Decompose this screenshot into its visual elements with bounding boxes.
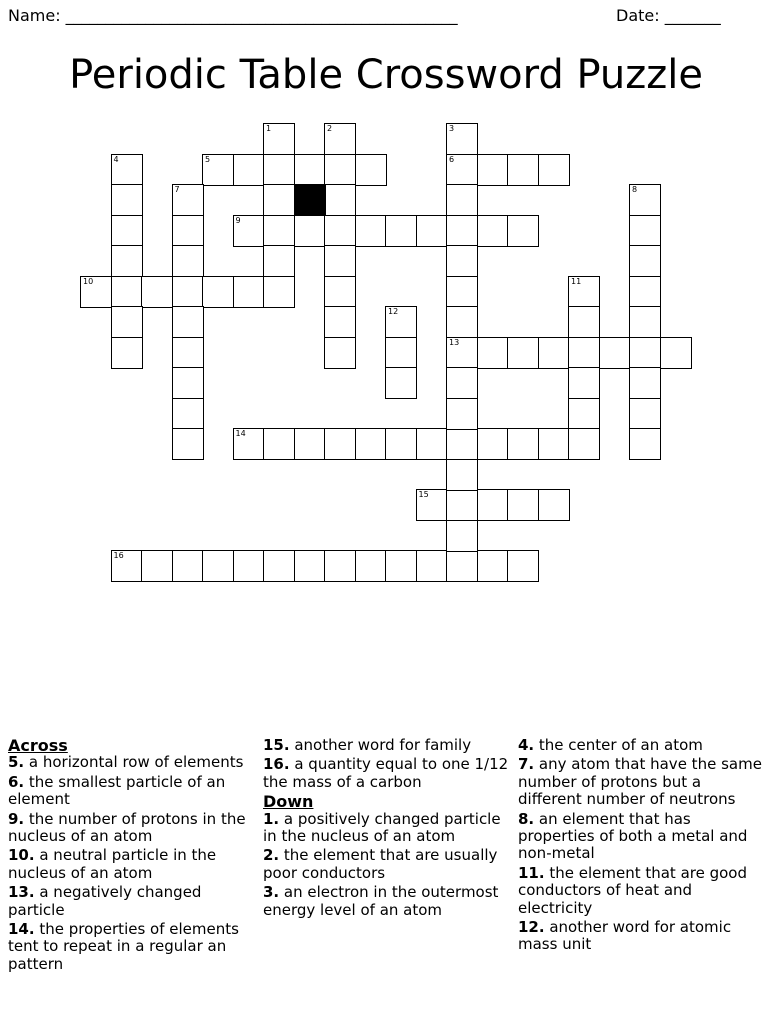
grid-cell[interactable] — [233, 154, 265, 186]
grid-cell[interactable] — [446, 306, 478, 338]
grid-cell[interactable] — [355, 428, 387, 460]
clue-text: the number of protons in the nucleus of an atom — [8, 809, 246, 846]
grid-cell[interactable] — [202, 550, 234, 582]
grid-cell[interactable] — [477, 337, 509, 369]
clue-label: 12. — [518, 918, 545, 937]
clue-text: an element that has properties of both a metal and non-metal — [518, 809, 748, 863]
grid-cell[interactable] — [446, 489, 478, 521]
grid-cell[interactable] — [294, 215, 326, 247]
grid-cell[interactable] — [324, 123, 356, 155]
clue-label: 6. — [8, 772, 25, 791]
clue — [263, 847, 511, 882]
clue-number: 13 — [449, 337, 460, 347]
grid-cell[interactable] — [324, 550, 356, 582]
grid-cell[interactable] — [324, 428, 356, 460]
clue — [8, 754, 256, 771]
grid-cell[interactable] — [446, 398, 478, 430]
clue-label: 3. — [263, 883, 280, 902]
grid-cell[interactable] — [111, 184, 143, 216]
grid-cell[interactable] — [294, 154, 326, 186]
grid-cell[interactable] — [263, 550, 295, 582]
grid-cell[interactable] — [538, 428, 570, 460]
grid-cell[interactable] — [233, 215, 265, 247]
grid-cell[interactable] — [629, 337, 661, 369]
clue — [518, 919, 766, 954]
clue — [8, 847, 256, 882]
grid-cell[interactable] — [172, 245, 204, 277]
black-square — [294, 184, 326, 216]
grid-cell[interactable] — [385, 306, 417, 338]
grid-cell[interactable] — [629, 428, 661, 460]
grid-cell[interactable] — [385, 215, 417, 247]
clue-label: 10. — [8, 846, 35, 865]
date-line: Date: _______ — [616, 6, 721, 25]
grid-cell[interactable] — [172, 276, 204, 308]
clue-number: 2 — [327, 124, 333, 133]
clue-text: another word for family — [289, 736, 472, 754]
grid-cell[interactable] — [294, 428, 326, 460]
grid-cell[interactable] — [538, 489, 570, 521]
grid-cell[interactable] — [507, 550, 539, 582]
clue — [8, 884, 256, 919]
clue — [263, 756, 511, 791]
clue-number: 14 — [235, 429, 246, 438]
clue — [8, 774, 256, 809]
grid-cell[interactable] — [416, 550, 448, 582]
grid-cell[interactable] — [263, 245, 295, 277]
grid-cell[interactable] — [202, 154, 234, 186]
grid-cell[interactable] — [568, 367, 600, 399]
grid-cell[interactable] — [111, 550, 143, 582]
grid-cell[interactable] — [111, 276, 143, 308]
grid-cell[interactable] — [416, 489, 448, 521]
clue — [518, 811, 766, 863]
grid-cell[interactable] — [477, 489, 509, 521]
clue-number: 11 — [571, 276, 582, 286]
grid-cell[interactable] — [629, 276, 661, 308]
grid-cell[interactable] — [111, 154, 143, 186]
grid-cell[interactable] — [355, 215, 387, 247]
grid-cell[interactable] — [446, 184, 478, 216]
grid-cell[interactable] — [416, 215, 448, 247]
grid-cell[interactable] — [172, 184, 204, 216]
grid-cell[interactable] — [263, 215, 295, 247]
clue-number: 4 — [113, 154, 119, 164]
clue-text: the smallest particle of an element — [8, 772, 226, 809]
clue-number: 7 — [174, 185, 180, 194]
grid-cell[interactable] — [233, 428, 265, 460]
grid-cell[interactable] — [172, 398, 204, 430]
clue-label: 11. — [518, 863, 545, 882]
grid-cell[interactable] — [507, 154, 539, 186]
grid-cell[interactable] — [446, 367, 478, 399]
grid-cell[interactable] — [324, 337, 356, 369]
clue-label: 16. — [263, 755, 290, 774]
clue-text: the element that are usually poor conductors — [263, 846, 498, 882]
grid-cell[interactable] — [446, 215, 478, 247]
clue-number: 5 — [205, 154, 211, 164]
clue — [518, 737, 766, 754]
grid-cell[interactable] — [263, 154, 295, 186]
clue-number: 8 — [632, 185, 638, 194]
grid-cell[interactable] — [111, 306, 143, 338]
clue-label: 9. — [8, 809, 25, 828]
clue-number: 16 — [113, 551, 124, 560]
grid-cell[interactable] — [111, 215, 143, 247]
clue-text: a quantity equal to one 1/12 the mass of a carbon — [263, 755, 509, 791]
grid-cell[interactable] — [629, 367, 661, 399]
grid-cell[interactable] — [141, 550, 173, 582]
grid-cell[interactable] — [446, 123, 478, 155]
grid-cell[interactable] — [172, 306, 204, 338]
grid-cell[interactable] — [416, 428, 448, 460]
clue-text: the center of an atom — [534, 736, 703, 754]
grid-cell[interactable] — [172, 367, 204, 399]
clue — [263, 811, 511, 846]
grid-cell[interactable] — [80, 276, 112, 308]
clue-column-3 — [518, 737, 766, 956]
clue — [518, 756, 766, 808]
name-line: Name: _________________________________________________ — [8, 6, 458, 25]
clue — [518, 865, 766, 917]
clue-number: 3 — [449, 124, 455, 133]
clue-column-1 — [8, 737, 256, 975]
clue-number: 6 — [449, 154, 455, 164]
clue-text: any atom that have the same number of protons but a different number of neutrons — [518, 755, 762, 809]
clue-text: a positively changed particle in the nucleus of an atom — [263, 809, 501, 846]
grid-cell[interactable] — [446, 520, 478, 552]
grid-cell[interactable] — [172, 337, 204, 369]
grid-cell[interactable] — [599, 337, 631, 369]
grid-cell[interactable] — [507, 337, 539, 369]
clue-label: 4. — [518, 736, 535, 754]
grid-cell[interactable] — [233, 276, 265, 308]
grid-cell[interactable] — [111, 245, 143, 277]
grid-cell[interactable] — [324, 245, 356, 277]
grid-cell[interactable] — [385, 337, 417, 369]
grid-cell[interactable] — [385, 367, 417, 399]
grid-cell[interactable] — [263, 184, 295, 216]
down-heading: Down — [263, 792, 314, 812]
clue-label: 14. — [8, 920, 35, 939]
grid-cell[interactable] — [263, 123, 295, 155]
clue-list — [0, 737, 772, 1017]
clue-label: 5. — [8, 753, 25, 772]
clue-text: the properties of elements tent to repeat in a regular an pattern — [8, 920, 239, 973]
grid-cell[interactable] — [446, 245, 478, 277]
grid-cell[interactable] — [568, 428, 600, 460]
grid-cell[interactable] — [111, 337, 143, 369]
grid-cell[interactable] — [629, 306, 661, 338]
grid-cell[interactable] — [385, 428, 417, 460]
clue-label: 2. — [263, 846, 280, 865]
grid-cell[interactable] — [172, 428, 204, 460]
grid-cell[interactable] — [477, 154, 509, 186]
clue-text: a horizontal row of elements — [24, 753, 244, 772]
grid-cell[interactable] — [446, 550, 478, 582]
grid-cell[interactable] — [294, 550, 326, 582]
clue-number: 12 — [388, 307, 399, 316]
grid-cell[interactable] — [477, 550, 509, 582]
clue-label: 8. — [518, 809, 535, 828]
grid-cell[interactable] — [629, 184, 661, 216]
grid-cell[interactable] — [507, 489, 539, 521]
clue-text: an electron in the outermost energy level of an atom — [263, 883, 499, 919]
clue-text: the element that are good conductors of heat and electricity — [518, 863, 748, 917]
grid-cell[interactable] — [355, 154, 387, 186]
grid-cell[interactable] — [629, 398, 661, 430]
clue — [8, 921, 256, 973]
across-heading: Across — [8, 736, 68, 755]
grid-cell[interactable] — [629, 245, 661, 277]
grid-cell[interactable] — [446, 337, 478, 369]
grid-cell[interactable] — [629, 215, 661, 247]
grid-cell[interactable] — [263, 276, 295, 308]
grid-cell[interactable] — [568, 398, 600, 430]
grid-cell[interactable] — [385, 550, 417, 582]
clue-text: a neutral particle in the nucleus of an atom — [8, 846, 217, 882]
grid-cell[interactable] — [202, 276, 234, 308]
clue-label: 13. — [8, 883, 35, 902]
clue-text: a negatively changed particle — [8, 883, 202, 919]
grid-cell[interactable] — [507, 428, 539, 460]
page-title: Periodic Table Crossword Puzzle — [69, 52, 703, 98]
clue — [263, 737, 511, 754]
grid-cell[interactable] — [172, 550, 204, 582]
clue-label: 15. — [263, 736, 290, 754]
clue-label: 7. — [518, 755, 535, 774]
grid-cell[interactable] — [324, 154, 356, 186]
clue — [263, 884, 511, 919]
grid-cell[interactable] — [324, 306, 356, 338]
grid-cell[interactable] — [324, 276, 356, 308]
clue-number: 1 — [266, 124, 272, 133]
grid-cell[interactable] — [477, 428, 509, 460]
grid-cell[interactable] — [507, 215, 539, 247]
grid-cell[interactable] — [660, 337, 692, 369]
grid-cell[interactable] — [355, 550, 387, 582]
clue — [8, 811, 256, 846]
grid-cell[interactable] — [568, 306, 600, 338]
clue-number: 15 — [418, 490, 429, 499]
grid-cell[interactable] — [446, 459, 478, 491]
grid-cell[interactable] — [446, 154, 478, 186]
clue-number: 9 — [235, 215, 241, 225]
grid-cell[interactable] — [568, 276, 600, 308]
grid-cell[interactable] — [446, 276, 478, 308]
grid-cell[interactable] — [263, 428, 295, 460]
grid-cell[interactable] — [141, 276, 173, 308]
grid-cell[interactable] — [446, 428, 478, 460]
clue-column-2 — [263, 737, 511, 921]
clue-text: another word for atomic mass unit — [518, 918, 732, 954]
grid-cell[interactable] — [568, 337, 600, 369]
grid-cell[interactable] — [477, 215, 509, 247]
grid-cell[interactable] — [233, 550, 265, 582]
clue-label: 1. — [263, 809, 280, 828]
grid-cell[interactable] — [172, 215, 204, 247]
clue-number: 10 — [83, 276, 94, 286]
grid-cell[interactable] — [324, 184, 356, 216]
grid-cell[interactable] — [324, 215, 356, 247]
grid-cell[interactable] — [538, 337, 570, 369]
grid-cell[interactable] — [538, 154, 570, 186]
